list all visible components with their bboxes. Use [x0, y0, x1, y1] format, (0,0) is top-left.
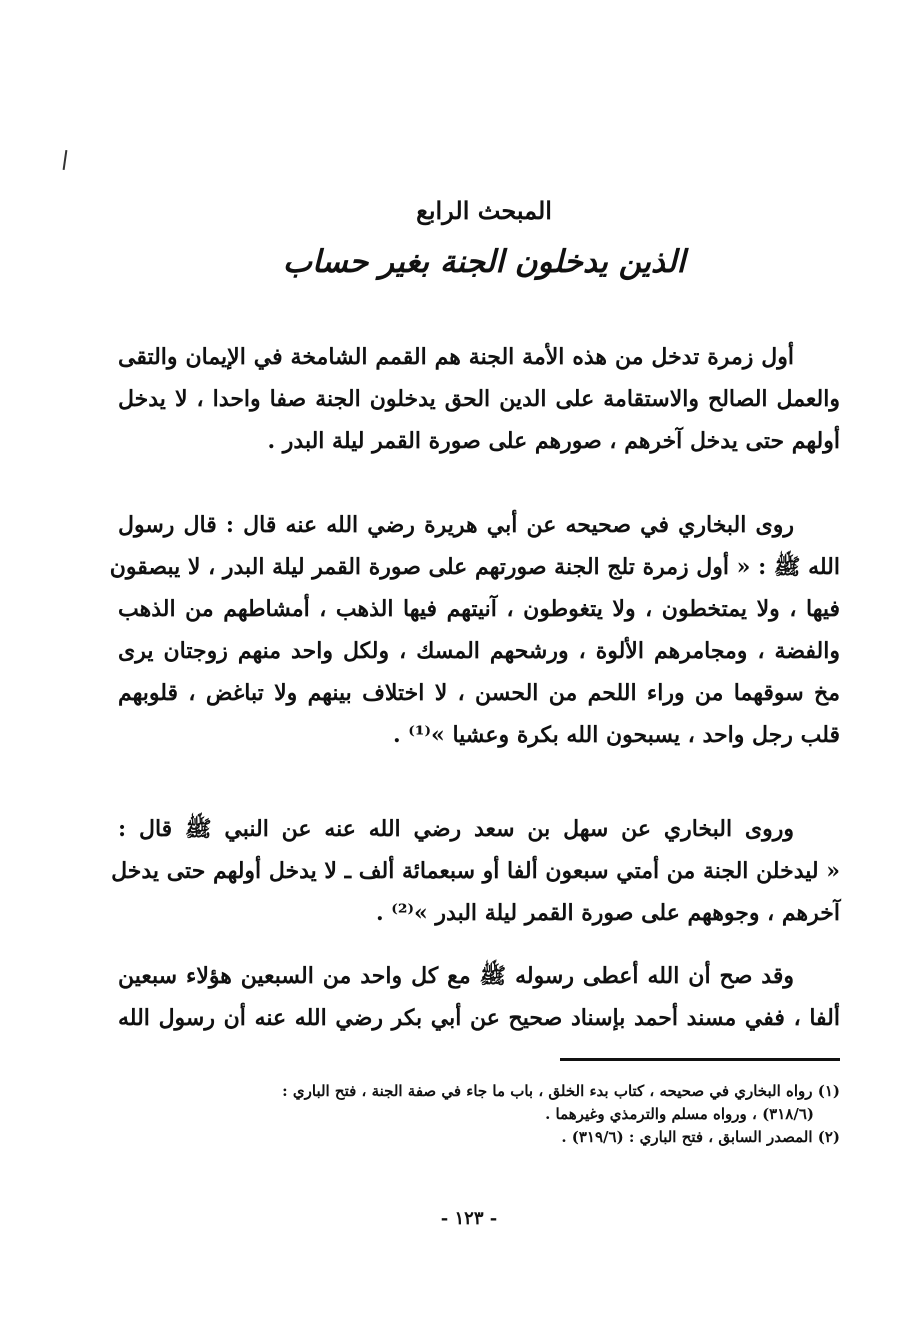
footnote-divider	[560, 1058, 840, 1061]
text-line: ألفا ، ففي مسند أحمد بإسناد صحيح عن أبي بكر رضي الله عنه أن رسول الله	[118, 1005, 840, 1031]
paragraph-3	[111, 808, 840, 934]
text-line: روى البخاري في صحيحه عن أبي هريرة رضي الله عنه قال : قال رسول	[118, 512, 794, 538]
text-line: وقد صح أن الله أعطى رسوله ﷺ مع كل واحد من السبعين هؤلاء سبعين	[118, 963, 794, 989]
text-line: فيها ، ولا يمتخطون ، ولا يتغوطون ، آنيتهم فيها الذهب ، أمشاطهم من الذهب	[118, 596, 840, 622]
footnote-2: (٢) المصدر السابق ، فتح الباري : (٣١٩/٦) .	[561, 1128, 840, 1146]
footnote-1-continued: (٣١٨/٦) ، ورواه مسلم والترمذي وغيرهما .	[545, 1105, 814, 1123]
paragraph-1	[118, 336, 840, 462]
footnotes	[118, 1080, 840, 1149]
text-line: وروى البخاري عن سهل بن سعد رضي الله عنه عن النبي ﷺ قال :	[118, 816, 794, 842]
text-line: والفضة ، ومجامرهم الألوة ، ورشحهم المسك ، ولكل واحد منهم زوجتان يرى	[118, 638, 840, 664]
text-line: الله ﷺ : « أول زمرة تلج الجنة صورتهم على صورة القمر ليلة البدر ، لا يبصقون	[109, 554, 840, 580]
paragraph-2	[109, 504, 840, 756]
chapter-title: الذين يدخلون الجنة بغير حساب	[282, 244, 686, 280]
text-line: والعمل الصالح والاستقامة على الدين الحق يدخلون الجنة صفا واحدا ، لا يدخل	[118, 386, 840, 412]
footnote-1: (١) رواه البخاري في صحيحه ، كتاب بدء الخلق ، باب ما جاء في صفة الجنة ، فتح الباري :	[282, 1082, 840, 1100]
text-line: أولهم حتى يدخل آخرهم ، صورهم على صورة القمر ليلة البدر .	[267, 428, 840, 454]
text-line: مخ سوقهما من وراء اللحم من الحسن ، لا اختلاف بينهم ولا تباغض ، قلوبهم	[118, 680, 840, 706]
section-heading: المبحث الرابع	[416, 196, 552, 225]
text-line: آخرهم ، وجوههم على صورة القمر ليلة البدر »⁽²⁾ .	[375, 900, 840, 926]
text-line: « ليدخلن الجنة من أمتي سبعون ألفا أو سبعمائة ألف ـ لا يدخل أولهم حتى يدخل	[111, 858, 840, 884]
text-line: أول زمرة تدخل من هذه الأمة الجنة هم القمم الشامخة في الإيمان والتقى	[118, 344, 794, 370]
paragraph-4	[118, 955, 840, 1039]
text-line: قلب رجل واحد ، يسبحون الله بكرة وعشيا »⁽¹⁾ .	[392, 722, 840, 748]
page-number: - ١٢٣ -	[440, 1208, 498, 1229]
scan-mark	[63, 150, 68, 170]
